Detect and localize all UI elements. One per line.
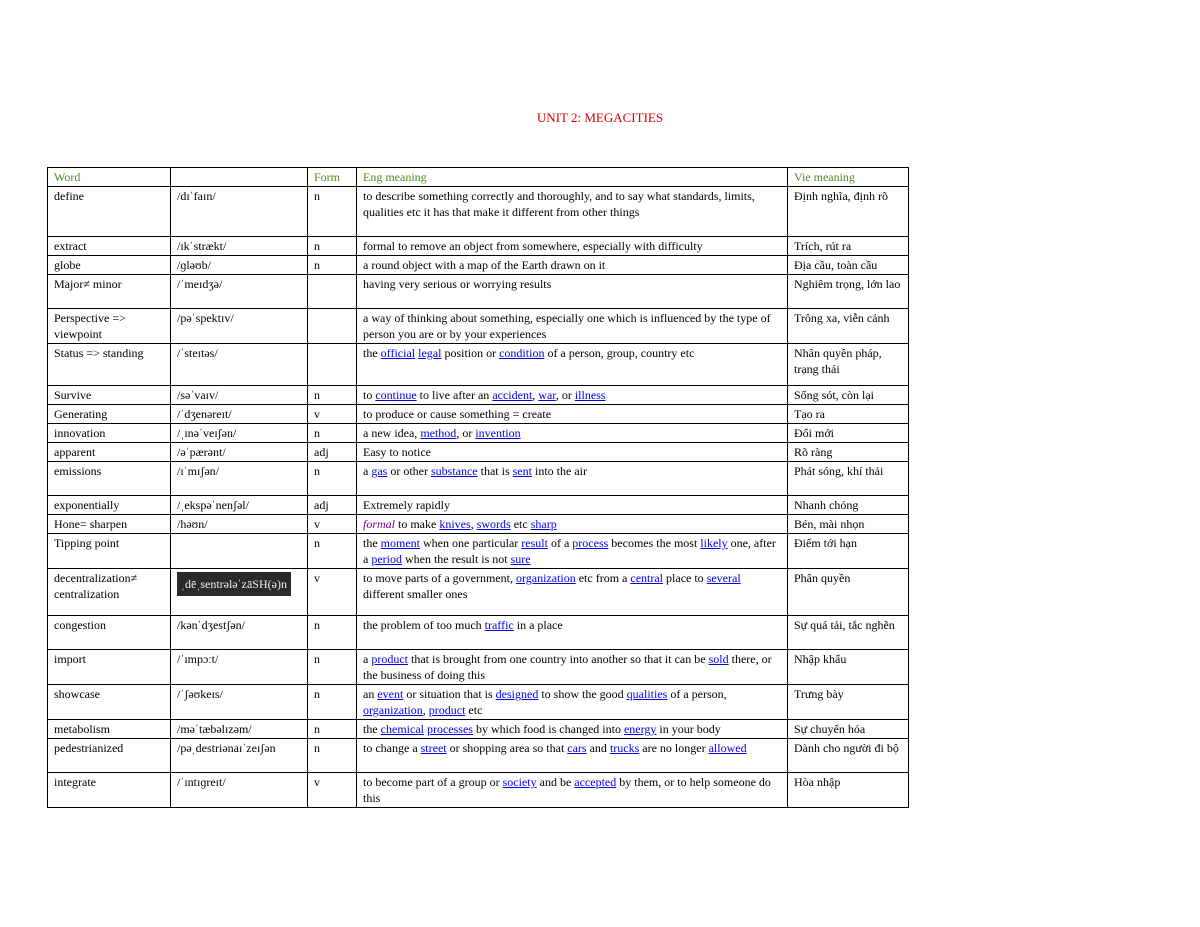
pronunciation-cell: /ˈsteɪtəs/ [171,344,308,386]
dictionary-link[interactable]: several [706,571,741,585]
word-cell: Generating [48,405,171,424]
table-row [48,496,909,515]
vie-meaning-cell: Địa cầu, toàn cầu [788,256,909,275]
table-row [48,386,909,405]
dictionary-link[interactable]: continue [375,388,417,402]
vie-meaning-cell: Tạo ra [788,405,909,424]
form-cell: n [308,739,357,773]
form-cell: n [308,616,357,650]
dictionary-link[interactable]: allowed [708,741,747,755]
word-cell: Survive [48,386,171,405]
eng-meaning-cell: to continue to live after an accident, war, or illness [357,386,788,405]
word-cell: showcase [48,685,171,720]
dictionary-link[interactable]: processes [426,722,473,736]
dictionary-link[interactable]: sent [512,464,532,478]
eng-meaning-cell: the moment when one particular result of a process becomes the most likely one, after a period when the result is not sure [357,534,788,569]
table-row [48,237,909,256]
eng-meaning-cell: formal to remove an object from somewhere, especially with difficulty [357,237,788,256]
vie-meaning-cell: Nhanh chóng [788,496,909,515]
vie-meaning-cell: Điểm tới hạn [788,534,909,569]
form-cell: adj [308,443,357,462]
form-cell: v [308,405,357,424]
vie-meaning-cell: Nghiêm trọng, lớn lao [788,275,909,309]
eng-meaning-cell: a way of thinking about something, especially one which is influenced by the type of person you are or by your experiences [357,309,788,344]
table-row [48,424,909,443]
form-cell: n [308,650,357,685]
eng-meaning-cell: to move parts of a government, organization etc from a central place to several different smaller ones [357,569,788,616]
dictionary-link[interactable]: society [502,775,537,789]
vie-meaning-cell: Trích, rút ra [788,237,909,256]
vie-meaning-cell: Đổi mới [788,424,909,443]
pronunciation-cell: /dɪˈfaɪn/ [171,187,308,237]
dictionary-link[interactable]: chemical [380,722,424,736]
table-row [48,534,909,569]
word-cell: Major≠ minor [48,275,171,309]
eng-meaning-cell: a new idea, method, or invention [357,424,788,443]
dictionary-link[interactable]: legal [418,346,442,360]
eng-meaning-cell: a round object with a map of the Earth drawn on it [357,256,788,275]
dictionary-link[interactable]: designed [495,687,539,701]
form-cell: v [308,569,357,616]
pronunciation-cell: /səˈvaɪv/ [171,386,308,405]
table-row [48,462,909,496]
dictionary-link[interactable]: traffic [484,618,514,632]
eng-meaning-cell: to describe something correctly and thoroughly, and to say what standards, limits, qualities etc it has that make it different from other things [357,187,788,237]
register-label: formal [363,517,396,531]
dictionary-link[interactable]: result [521,536,548,550]
table-row [48,773,909,808]
pronunciation-cell: /kənˈdʒestʃən/ [171,616,308,650]
word-cell: decentralization≠ centralization [48,569,171,616]
vie-meaning-cell: Trưng bày [788,685,909,720]
pronunciation-cell: /ˌekspəˈnenʃəl/ [171,496,308,515]
dictionary-link[interactable]: war [538,388,556,402]
word-cell: exponentially [48,496,171,515]
dictionary-link[interactable]: illness [574,388,606,402]
pronunciation-cell: /pəˈspektɪv/ [171,309,308,344]
form-cell: n [308,685,357,720]
header-pronunciation [171,168,308,187]
dictionary-link[interactable]: energy [623,722,657,736]
dictionary-link[interactable]: sold [708,652,729,666]
eng-meaning-cell: an event or situation that is designed to show the good qualities of a person, organization, product etc [357,685,788,720]
eng-meaning-cell: a gas or other substance that is sent into the air [357,462,788,496]
vie-meaning-cell: Dành cho người đi bộ [788,739,909,773]
word-cell: apparent [48,443,171,462]
dictionary-link[interactable]: moment [380,536,420,550]
form-cell [308,309,357,344]
header-form: Form [308,168,357,187]
pronunciation-cell: /ˈmeɪdʒə/ [171,275,308,309]
dictionary-link[interactable]: cars [567,741,587,755]
vie-meaning-cell: Định nghĩa, định rõ [788,187,909,237]
eng-meaning-cell: the problem of too much traffic in a place [357,616,788,650]
pronunciation-cell: /əˈpærənt/ [171,443,308,462]
table-row [48,569,909,616]
pronunciation-cell [171,569,308,616]
form-cell [308,275,357,309]
form-cell: v [308,773,357,808]
dictionary-link[interactable]: knives [439,517,471,531]
pronunciation-cell: /məˈtæbəlɪzəm/ [171,720,308,739]
form-cell: n [308,386,357,405]
vie-meaning-cell: Phát sóng, khí thải [788,462,909,496]
word-cell: Status => standing [48,344,171,386]
pronunciation-cell: /ˈdʒenəreɪt/ [171,405,308,424]
dictionary-link[interactable]: condition [499,346,545,360]
table-row [48,405,909,424]
dictionary-link[interactable]: likely [700,536,728,550]
eng-meaning-cell: Easy to notice [357,443,788,462]
vie-meaning-cell: Nhân quyền pháp, trạng thái [788,344,909,386]
table-row [48,275,909,309]
pronunciation-cell: /ˌɪnəˈveɪʃən/ [171,424,308,443]
form-cell: n [308,534,357,569]
form-cell [308,344,357,386]
word-cell: Perspective => viewpoint [48,309,171,344]
pronunciation-cell: /pəˌdestriənaɪˈzeɪʃən [171,739,308,773]
dictionary-link[interactable]: swords [476,517,511,531]
pronunciation-cell: /ˈʃəʊkeɪs/ [171,685,308,720]
dictionary-link[interactable]: official [380,346,416,360]
dictionary-link[interactable]: sharp [530,517,557,531]
header-word: Word [48,168,171,187]
pronunciation-cell [171,534,308,569]
header-vie-meaning: Vie meaning [788,168,909,187]
table-row [48,344,909,386]
dictionary-link[interactable]: substance [430,464,478,478]
form-cell: n [308,720,357,739]
word-cell: Hone= sharpen [48,515,171,534]
header-eng-meaning: Eng meaning [357,168,788,187]
eng-meaning-cell: having very serious or worrying results [357,275,788,309]
eng-meaning-cell: a product that is brought from one country into another so that it can be sold there, or the business of doing this [357,650,788,685]
word-cell: innovation [48,424,171,443]
dictionary-link[interactable]: process [572,536,609,550]
vocabulary-table [47,167,909,808]
dictionary-link[interactable]: central [630,571,664,585]
vie-meaning-cell: Phân quyền [788,569,909,616]
dictionary-link[interactable]: period [371,552,402,566]
vie-meaning-cell: Nhập khẩu [788,650,909,685]
eng-meaning-cell: the chemical processes by which food is changed into energy in your body [357,720,788,739]
dictionary-link[interactable]: organization [363,703,423,717]
dictionary-link[interactable]: street [420,741,447,755]
dictionary-link[interactable]: accepted [574,775,617,789]
form-cell: n [308,187,357,237]
pronunciation-highlight: ˌdēˌsentrələˈzāSH(ə)n [177,572,291,596]
word-cell: define [48,187,171,237]
page-title: UNIT 2: MEGACITIES [536,110,664,125]
pronunciation-cell: /ˈɪntɪɡreɪt/ [171,773,308,808]
word-cell: metabolism [48,720,171,739]
form-cell: n [308,237,357,256]
dictionary-link[interactable]: organization [515,571,576,585]
table-row [48,515,909,534]
table-row [48,187,909,237]
vie-meaning-cell: Sống sót, còn lại [788,386,909,405]
vie-meaning-cell: Sự quá tải, tắc nghẽn [788,616,909,650]
eng-meaning-cell: formal to make knives, swords etc sharp [357,515,788,534]
word-cell: extract [48,237,171,256]
eng-meaning-cell: the official legal position or condition of a person, group, country etc [357,344,788,386]
word-cell: emissions [48,462,171,496]
table-row [48,616,909,650]
dictionary-link[interactable]: event [377,687,404,701]
table-header-row [48,168,909,187]
word-cell: integrate [48,773,171,808]
table-row [48,720,909,739]
dictionary-link[interactable]: method [420,426,457,440]
pronunciation-cell: /ɪˈmɪʃən/ [171,462,308,496]
table-row [48,739,909,773]
dictionary-link[interactable]: sure [510,552,531,566]
form-cell: n [308,462,357,496]
eng-meaning-cell: to change a street or shopping area so that cars and trucks are no longer allowed [357,739,788,773]
pronunciation-cell: /ˈɪmpɔːt/ [171,650,308,685]
table-row [48,256,909,275]
pronunciation-cell: /ɪkˈstrækt/ [171,237,308,256]
eng-meaning-cell: to produce or cause something = create [357,405,788,424]
word-cell: Tipping point [48,534,171,569]
word-cell: import [48,650,171,685]
form-cell: v [308,515,357,534]
dictionary-link[interactable]: accident [492,388,533,402]
dictionary-link[interactable]: product [428,703,466,717]
dictionary-link[interactable]: invention [475,426,521,440]
table-row [48,309,909,344]
dictionary-link[interactable]: gas [371,464,388,478]
table-row [48,650,909,685]
vie-meaning-cell: Sự chuyển hóa [788,720,909,739]
form-cell: adj [308,496,357,515]
pronunciation-cell: /ɡləʊb/ [171,256,308,275]
pronunciation-cell: /həʊn/ [171,515,308,534]
eng-meaning-cell: to become part of a group or society and be accepted by them, or to help someone do this [357,773,788,808]
form-cell: n [308,256,357,275]
vie-meaning-cell: Hòa nhập [788,773,909,808]
form-cell: n [308,424,357,443]
vie-meaning-cell: Rõ ràng [788,443,909,462]
eng-meaning-cell: Extremely rapidly [357,496,788,515]
table-row [48,443,909,462]
dictionary-link[interactable]: product [371,652,408,666]
dictionary-link[interactable]: qualities [626,687,668,701]
vie-meaning-cell: Trông xa, viễn cảnh [788,309,909,344]
dictionary-link[interactable]: trucks [609,741,640,755]
table-row [48,685,909,720]
word-cell: pedestrianized [48,739,171,773]
word-cell: globe [48,256,171,275]
word-cell: congestion [48,616,171,650]
vie-meaning-cell: Bén, mài nhọn [788,515,909,534]
